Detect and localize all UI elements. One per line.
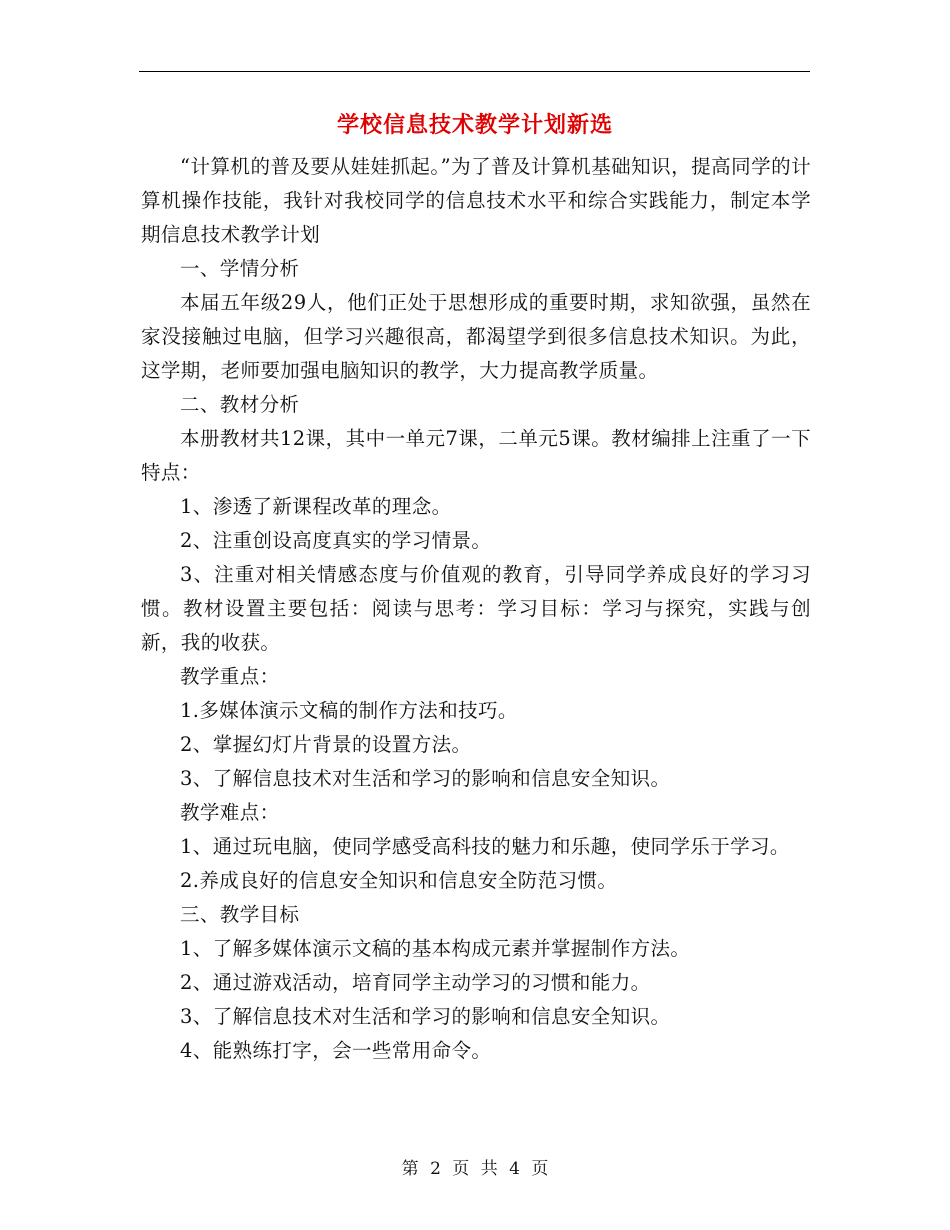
paragraph: 1、渗透了新课程改革的理念。 — [180, 495, 452, 518]
paragraph: 3、了解信息技术对生活和学习的影响和信息安全知识。 — [180, 1005, 671, 1028]
paragraph: 1、通过玩电脑，使同学感受高科技的魅力和乐趣，使同学乐于学习。 — [180, 835, 790, 858]
paragraph: 三、教学目标 — [180, 903, 300, 926]
paragraph: 2、掌握幻灯片背景的设置方法。 — [180, 733, 472, 756]
page-footer: 第 2 页 共 4 页 — [401, 1159, 549, 1179]
paragraph: 1.多媒体演示文稿的制作方法和技巧。 — [180, 699, 518, 722]
paragraph: 2.养成良好的信息安全知识和信息安全防范习惯。 — [180, 869, 618, 892]
paragraph: 教学重点： — [180, 665, 280, 688]
paragraph: 1、了解多媒体演示文稿的基本构成元素并掌握制作方法。 — [180, 937, 691, 960]
document-body — [141, 150, 811, 1068]
paragraph: “计算机的普及要从娃娃抓起。”为了普及计算机基础知识，提高同学的计算机操作技能，我针对我校同学的信息技术水平和综合实践能力，制定本学期信息技术教学计划 — [141, 155, 811, 246]
paragraph: 本届五年级29人，他们正处于思想形成的重要时期，求知欲强，虽然在家没接触过电脑，但学习兴趣很高，都渴望学到很多信息技术知识。为此，这学期，老师要加强电脑知识的教学，大力提高教学质量。 — [141, 291, 811, 382]
paragraph: 3、注重对相关情感态度与价值观的教育，引导同学养成良好的学习习惯。教材设置主要包括：阅读与思考：学习目标：学习与探究，实践与创新，我的收获。 — [141, 563, 811, 654]
paragraph: 2、通过游戏活动，培育同学主动学习的习惯和能力。 — [180, 971, 651, 994]
paragraph: 4、能熟练打字，会一些常用命令。 — [180, 1039, 492, 1062]
paragraph: 一、学情分析 — [180, 257, 300, 280]
paragraph: 3、了解信息技术对生活和学习的影响和信息安全知识。 — [180, 767, 671, 790]
header-rule — [139, 71, 810, 72]
paragraph: 2、注重创设高度真实的学习情景。 — [180, 529, 492, 552]
paragraph: 二、教材分析 — [180, 393, 300, 416]
paragraph: 本册教材共12课，其中一单元7课，二单元5课。教材编排上注重了一下特点： — [141, 427, 811, 484]
paragraph: 教学难点： — [180, 801, 280, 824]
document-title: 学校信息技术教学计划新选 — [336, 112, 613, 138]
